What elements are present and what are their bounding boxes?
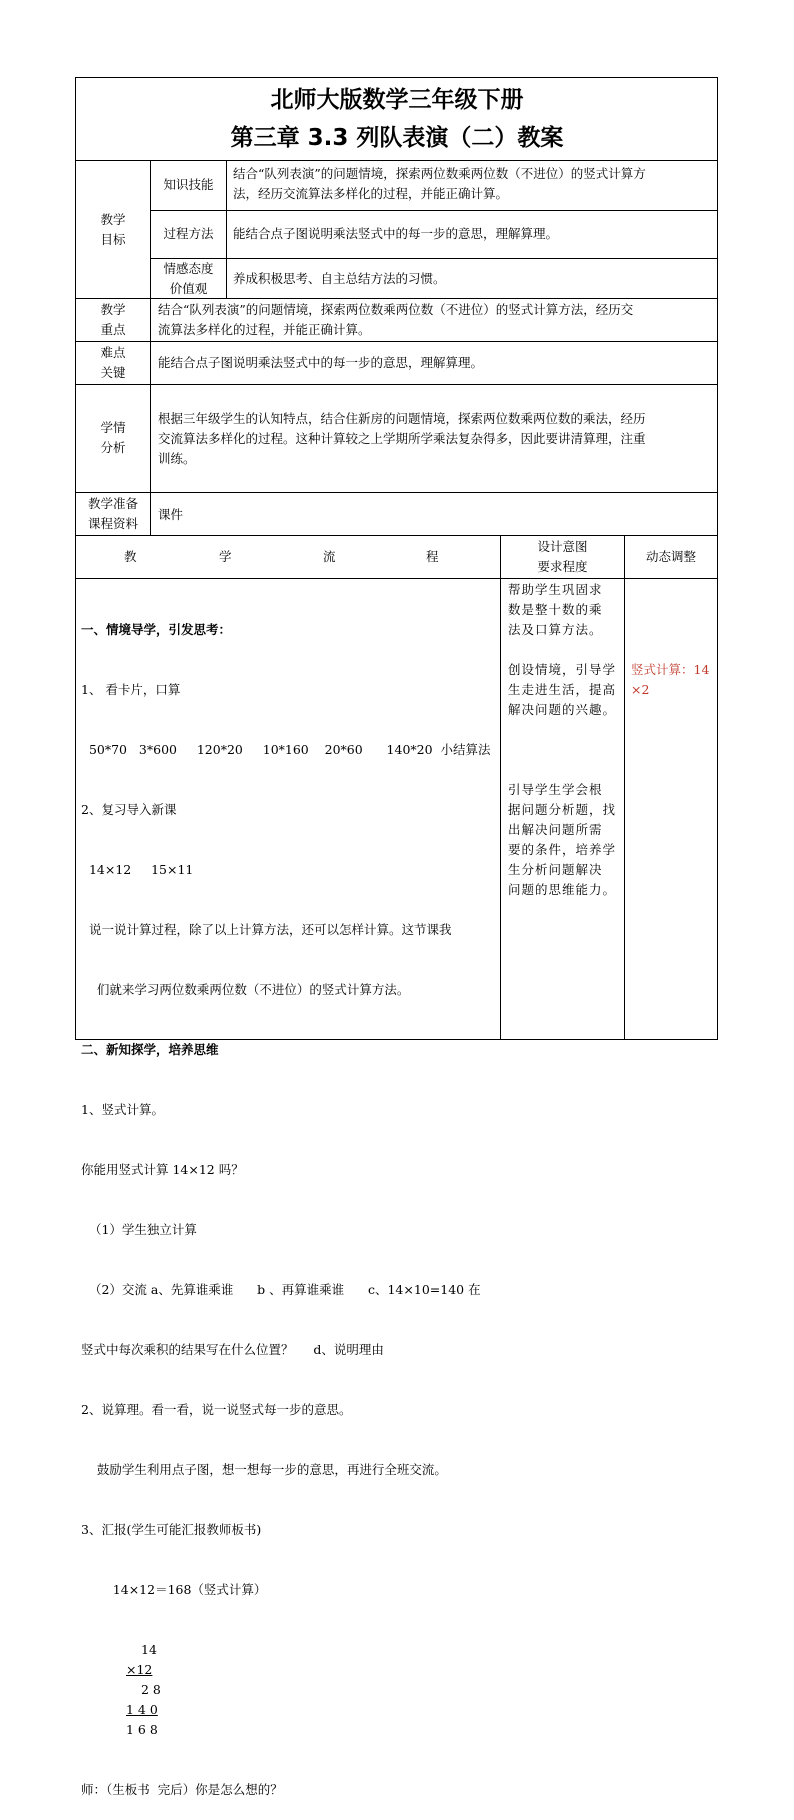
design-line: 据问题分析题，找 — [508, 802, 617, 817]
design-line: 创设情境，引导学 — [508, 662, 617, 677]
design-header-line1: 设计意图 — [537, 539, 588, 554]
process-line: 鼓励学生利用点子图，想一想每一步的意思，再进行全班交流。 — [81, 1462, 447, 1477]
analysis-line1: 根据三年级学生的认知特点，结合住新房的问题情境，探索两位数乘两位数的乘法，经历 — [158, 411, 646, 426]
goal-knowledge-text — [233, 164, 718, 204]
process-line: 2、说算理。看一看，说一说竖式每一步的意思。 — [81, 1402, 352, 1417]
focus-label-line1: 教学 — [100, 302, 126, 317]
design-block-2 — [508, 660, 618, 720]
process-line: 1、 看卡片，口算 — [81, 682, 181, 697]
focus-text — [158, 300, 716, 340]
goal-attitude-label — [151, 259, 226, 299]
page-title: 北师大版数学三年级下册 — [270, 87, 524, 113]
adjust-line2: ×2 — [631, 682, 650, 697]
design-line: 解决问题的兴趣。 — [508, 702, 617, 717]
process-line: 说一说计算过程，除了以上计算方法，还可以怎样计算。这节课我 — [81, 922, 452, 937]
focus-label — [76, 300, 150, 340]
analysis-label-line2: 分析 — [100, 440, 126, 455]
process-line: 们就来学习两位数乘两位数（不进位）的竖式计算方法。 — [81, 982, 410, 997]
difficulty-label-line2: 关键 — [100, 365, 126, 380]
design-line: 要的条件，培养学 — [508, 842, 617, 857]
focus-line2: 流算法多样化的过程，并能正确计算。 — [158, 322, 371, 337]
difficulty-label-line1: 难点 — [100, 345, 126, 360]
process-header-char-2: 学 — [219, 549, 232, 564]
process-line: （2）交流 a、先算谁乘谁 b 、再算谁乘谁 c、14×10=140 在 — [81, 1282, 481, 1297]
vertical-calc-partial-1: 2 8 — [141, 1682, 161, 1697]
vertical-calc-multiplicand: 14 — [141, 1642, 157, 1657]
design-line: 法及口算方法。 — [508, 622, 603, 637]
process-line: 50*70 3*600 120*20 10*160 20*60 140*20 小结算法 — [81, 742, 491, 757]
design-line: 生走进生活，提高 — [508, 682, 617, 697]
goal-attitude-line2: 价值观 — [169, 281, 208, 296]
analysis-label-line1: 学情 — [100, 420, 126, 435]
design-block-1 — [508, 580, 618, 640]
design-line: 引导学生学会根 — [508, 782, 603, 797]
design-line: 出解决问题所需 — [508, 822, 603, 837]
process-line: 竖式中每次乘积的结果写在什么位置？ d、说明理由 — [81, 1342, 384, 1357]
process-line: 2、复习导入新课 — [81, 802, 177, 817]
vertical-calc — [81, 1640, 499, 1740]
analysis-line3: 训练。 — [158, 451, 196, 466]
design-line: 问题的思维能力。 — [508, 882, 617, 897]
process-header-char-4: 程 — [426, 549, 439, 564]
design-header — [501, 537, 624, 577]
goals-label-line1: 教学 — [100, 212, 126, 227]
process-header-char-1: 教 — [124, 549, 137, 564]
process-header-char-3: 流 — [323, 549, 336, 564]
goal-attitude-text: 养成积极思考、自主总结方法的习惯。 — [233, 271, 446, 286]
goal-knowledge-line1: 结合“队列表演”的问题情境，探索两位数乘两位数（不进位）的竖式计算方 — [233, 166, 646, 181]
goal-knowledge-line2: 法，经历交流算法多样化的过程，并能正确计算。 — [233, 186, 509, 201]
goal-process-text: 能结合点子图说明乘法竖式中的每一步的意思，理解算理。 — [233, 226, 559, 241]
vertical-calc-partial-2: 1 4 0 — [126, 1702, 158, 1717]
goal-process-label: 过程方法 — [163, 226, 214, 241]
design-block-3 — [508, 780, 618, 900]
focus-line1: 结合“队列表演”的问题情境，探索两位数乘两位数（不进位）的竖式计算方法，经历交 — [158, 302, 634, 317]
vertical-calc-result: 1 6 8 — [126, 1722, 158, 1737]
goals-label — [76, 210, 150, 250]
process-line: 14×12 15×11 — [81, 862, 194, 877]
process-line: 一、情境导学，引发思考： — [81, 622, 232, 637]
goal-knowledge-label: 知识技能 — [163, 177, 214, 192]
process-line: 你能用竖式计算 14×12 吗？ — [81, 1162, 244, 1177]
prep-label-line2: 课程资料 — [87, 516, 138, 531]
design-line: 帮助学生巩固求 — [508, 582, 603, 597]
process-line: 二、新知探学，培养思维 — [81, 1042, 219, 1057]
design-line: 数是整十数的乘 — [508, 602, 603, 617]
prep-label-line1: 教学准备 — [87, 496, 138, 511]
process-content — [81, 580, 499, 1820]
design-header-line2: 要求程度 — [537, 559, 588, 574]
goals-label-line2: 目标 — [100, 232, 126, 247]
analysis-text — [158, 409, 716, 469]
design-line: 生分析问题解决 — [508, 862, 603, 877]
goal-attitude-line1: 情感态度 — [163, 261, 214, 276]
vertical-calc-multiplier: ×12 — [126, 1662, 153, 1677]
page-subtitle: 第三章 3.3 列队表演（二）教案 — [230, 125, 564, 151]
process-line: （1）学生独立计算 — [81, 1222, 197, 1237]
process-line: 14×12＝168（竖式计算） — [81, 1582, 267, 1597]
prep-text: 课件 — [158, 507, 184, 522]
difficulty-label — [76, 343, 150, 383]
process-header — [76, 547, 500, 567]
prep-label — [76, 494, 150, 534]
focus-label-line2: 重点 — [100, 322, 126, 337]
adjust-note — [631, 660, 716, 700]
difficulty-text: 能结合点子图说明乘法竖式中的每一步的意思，理解算理。 — [158, 355, 484, 370]
adjust-header: 动态调整 — [645, 549, 696, 564]
analysis-label — [76, 418, 150, 458]
process-line: 1、竖式计算。 — [81, 1102, 164, 1117]
process-line: 师：（生板书 完后）你是怎么想的？ — [81, 1782, 283, 1797]
process-line: 3、汇报(学生可能汇报教师板书) — [81, 1522, 262, 1537]
adjust-line1: 竖式计算：14 — [631, 662, 710, 677]
analysis-line2: 交流算法多样化的过程。这种计算较之上学期所学乘法复杂得多，因此要讲清算理，注重 — [158, 431, 646, 446]
